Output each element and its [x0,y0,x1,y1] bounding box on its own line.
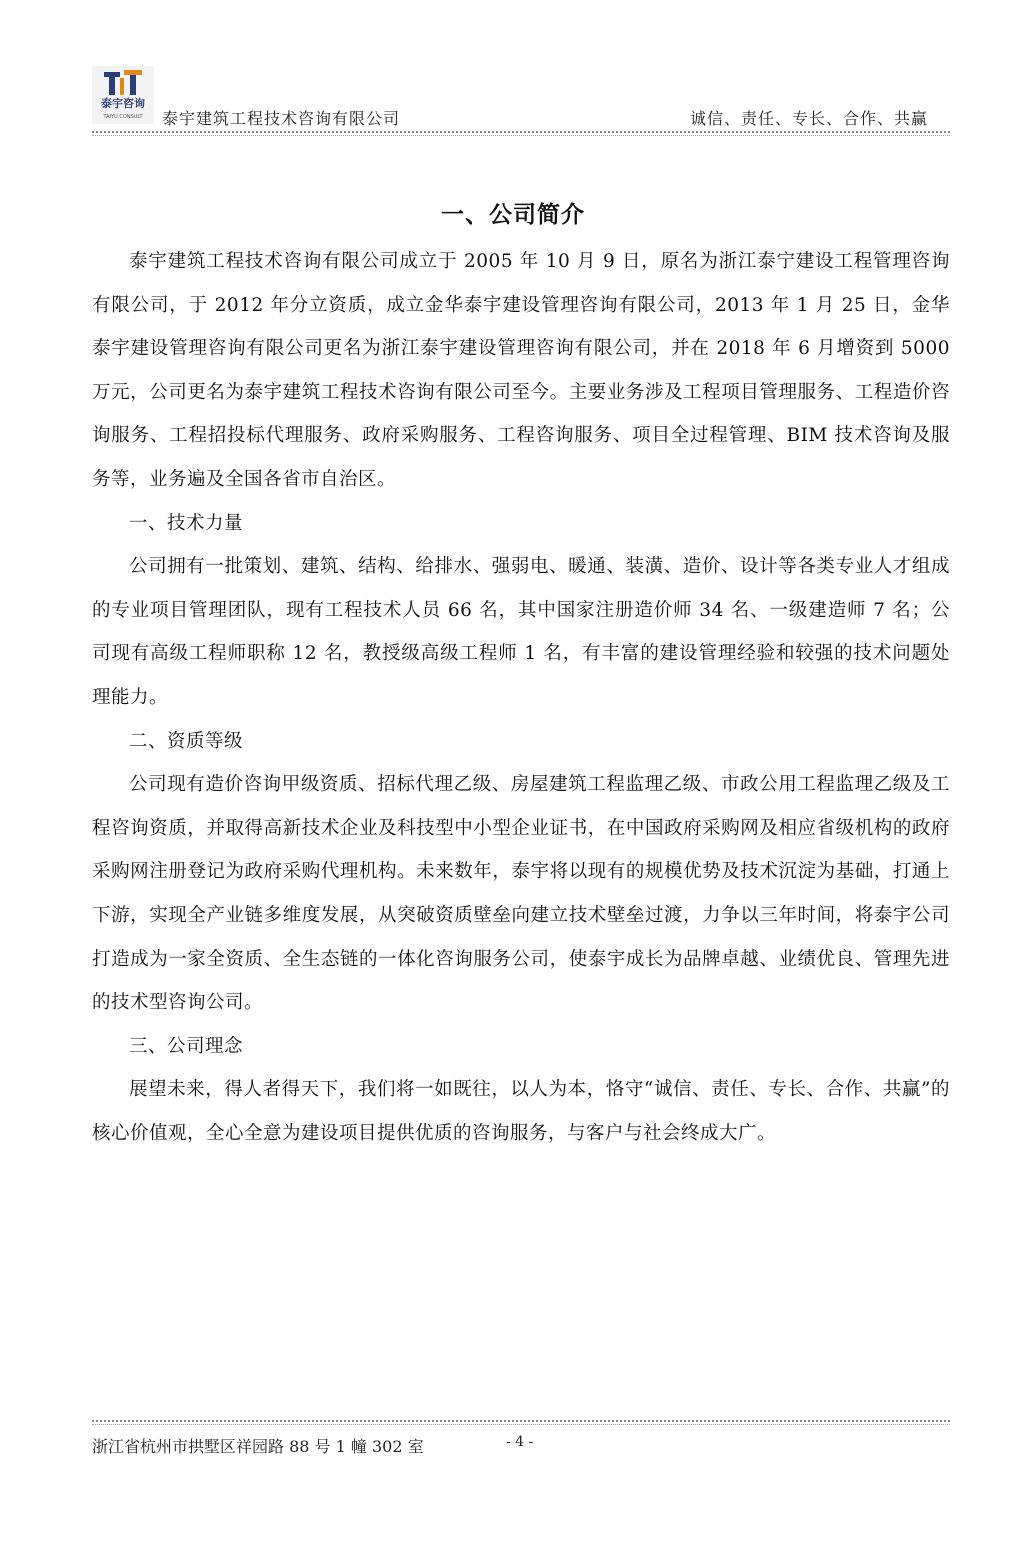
header-company-name: 泰宇建筑工程技术咨询有限公司 [162,109,401,128]
page-number: - 4 - [506,1434,534,1450]
footer-divider-secondary [92,1424,950,1425]
logo-mark-icon [92,66,154,124]
logo-text: 泰宇咨询 [101,97,145,110]
qualification-paragraph: 公司现有造价咨询甲级资质、招标代理乙级、房屋建筑工程监理乙级、市政公用工程监理乙级及工程咨询资质，并取得高新技术企业及科技型中小型企业证书，在中国政府采购网及相应省级机构的政府采购网注册登记为政府采购代理机构。未来数年，泰宇将以现有的规模优势及技术沉淀为基础，打通上下游，实现全产业链多维度发展，从突破资质壁垒向建立技术壁垒过渡，力争以三年时间，将泰宇公司打造成为一家全资质、全生态链的一体化咨询服务公司，使泰宇成长为品牌卓越、业绩优良、管理先进的技术型咨询公司。 [92,774,950,1014]
header-slogan: 诚信、责任、专长、合作、共赢 [689,109,928,128]
company-logo [92,66,154,124]
footer-address: 浙江省杭州市拱墅区祥园路 88 号 1 幢 302 室 [92,1437,424,1456]
header-divider [92,131,950,133]
technical-strength-paragraph: 公司拥有一批策划、建筑、结构、给排水、强弱电、暖通、装潢、造价、设计等各类专业人才组成的专业项目管理团队，现有工程技术人员 66 名，其中国家注册造价师 34 名、一级建造师 7 名；公司现有高级工程师职称 12 名，教授级高级工程师 1 名，有丰富的建设管理经验和较强的技术问题处理能力。 [92,556,950,708]
heading-company-philosophy: 三、公司理念 [129,1035,244,1057]
document-body [92,240,950,1155]
footer-divider [92,1420,950,1422]
section-title: 一、公司简介 [441,202,585,228]
page-header [92,66,950,128]
heading-qualification-level: 二、资质等级 [129,730,244,752]
logo-subtext: TAIYU CONSULT [103,114,143,120]
philosophy-paragraph: 展望未来，得人者得天下，我们将一如既往，以人为本，恪守“诚信、责任、专长、合作、共赢”的核心价值观，全心全意为建设项目提供优质的咨询服务，与客户与社会终成大广。 [92,1079,950,1144]
header-divider-secondary [92,135,950,136]
intro-paragraph: 泰宇建筑工程技术咨询有限公司成立于 2005 年 10 月 9 日，原名为浙江泰宁建设工程管理咨询有限公司，于 2012 年分立资质，成立金华泰宇建设管理咨询有限公司，2013 年 1 月 25 日，金华泰宇建设管理咨询有限公司更名为浙江泰宇建设管理咨询有限公司，并在 2018 年 6 月增资到 5000 万元，公司更名为泰宇建筑工程技术咨询有限公司至今。主要业务涉及工程项目管理服务、工程造价咨询服务、工程招投标代理服务、政府采购服务、工程咨询服务、项目全过程管理、BIM 技术咨询及服务等，业务遍及全国各省市自治区。 [92,251,950,490]
heading-technical-strength: 一、技术力量 [129,512,244,534]
